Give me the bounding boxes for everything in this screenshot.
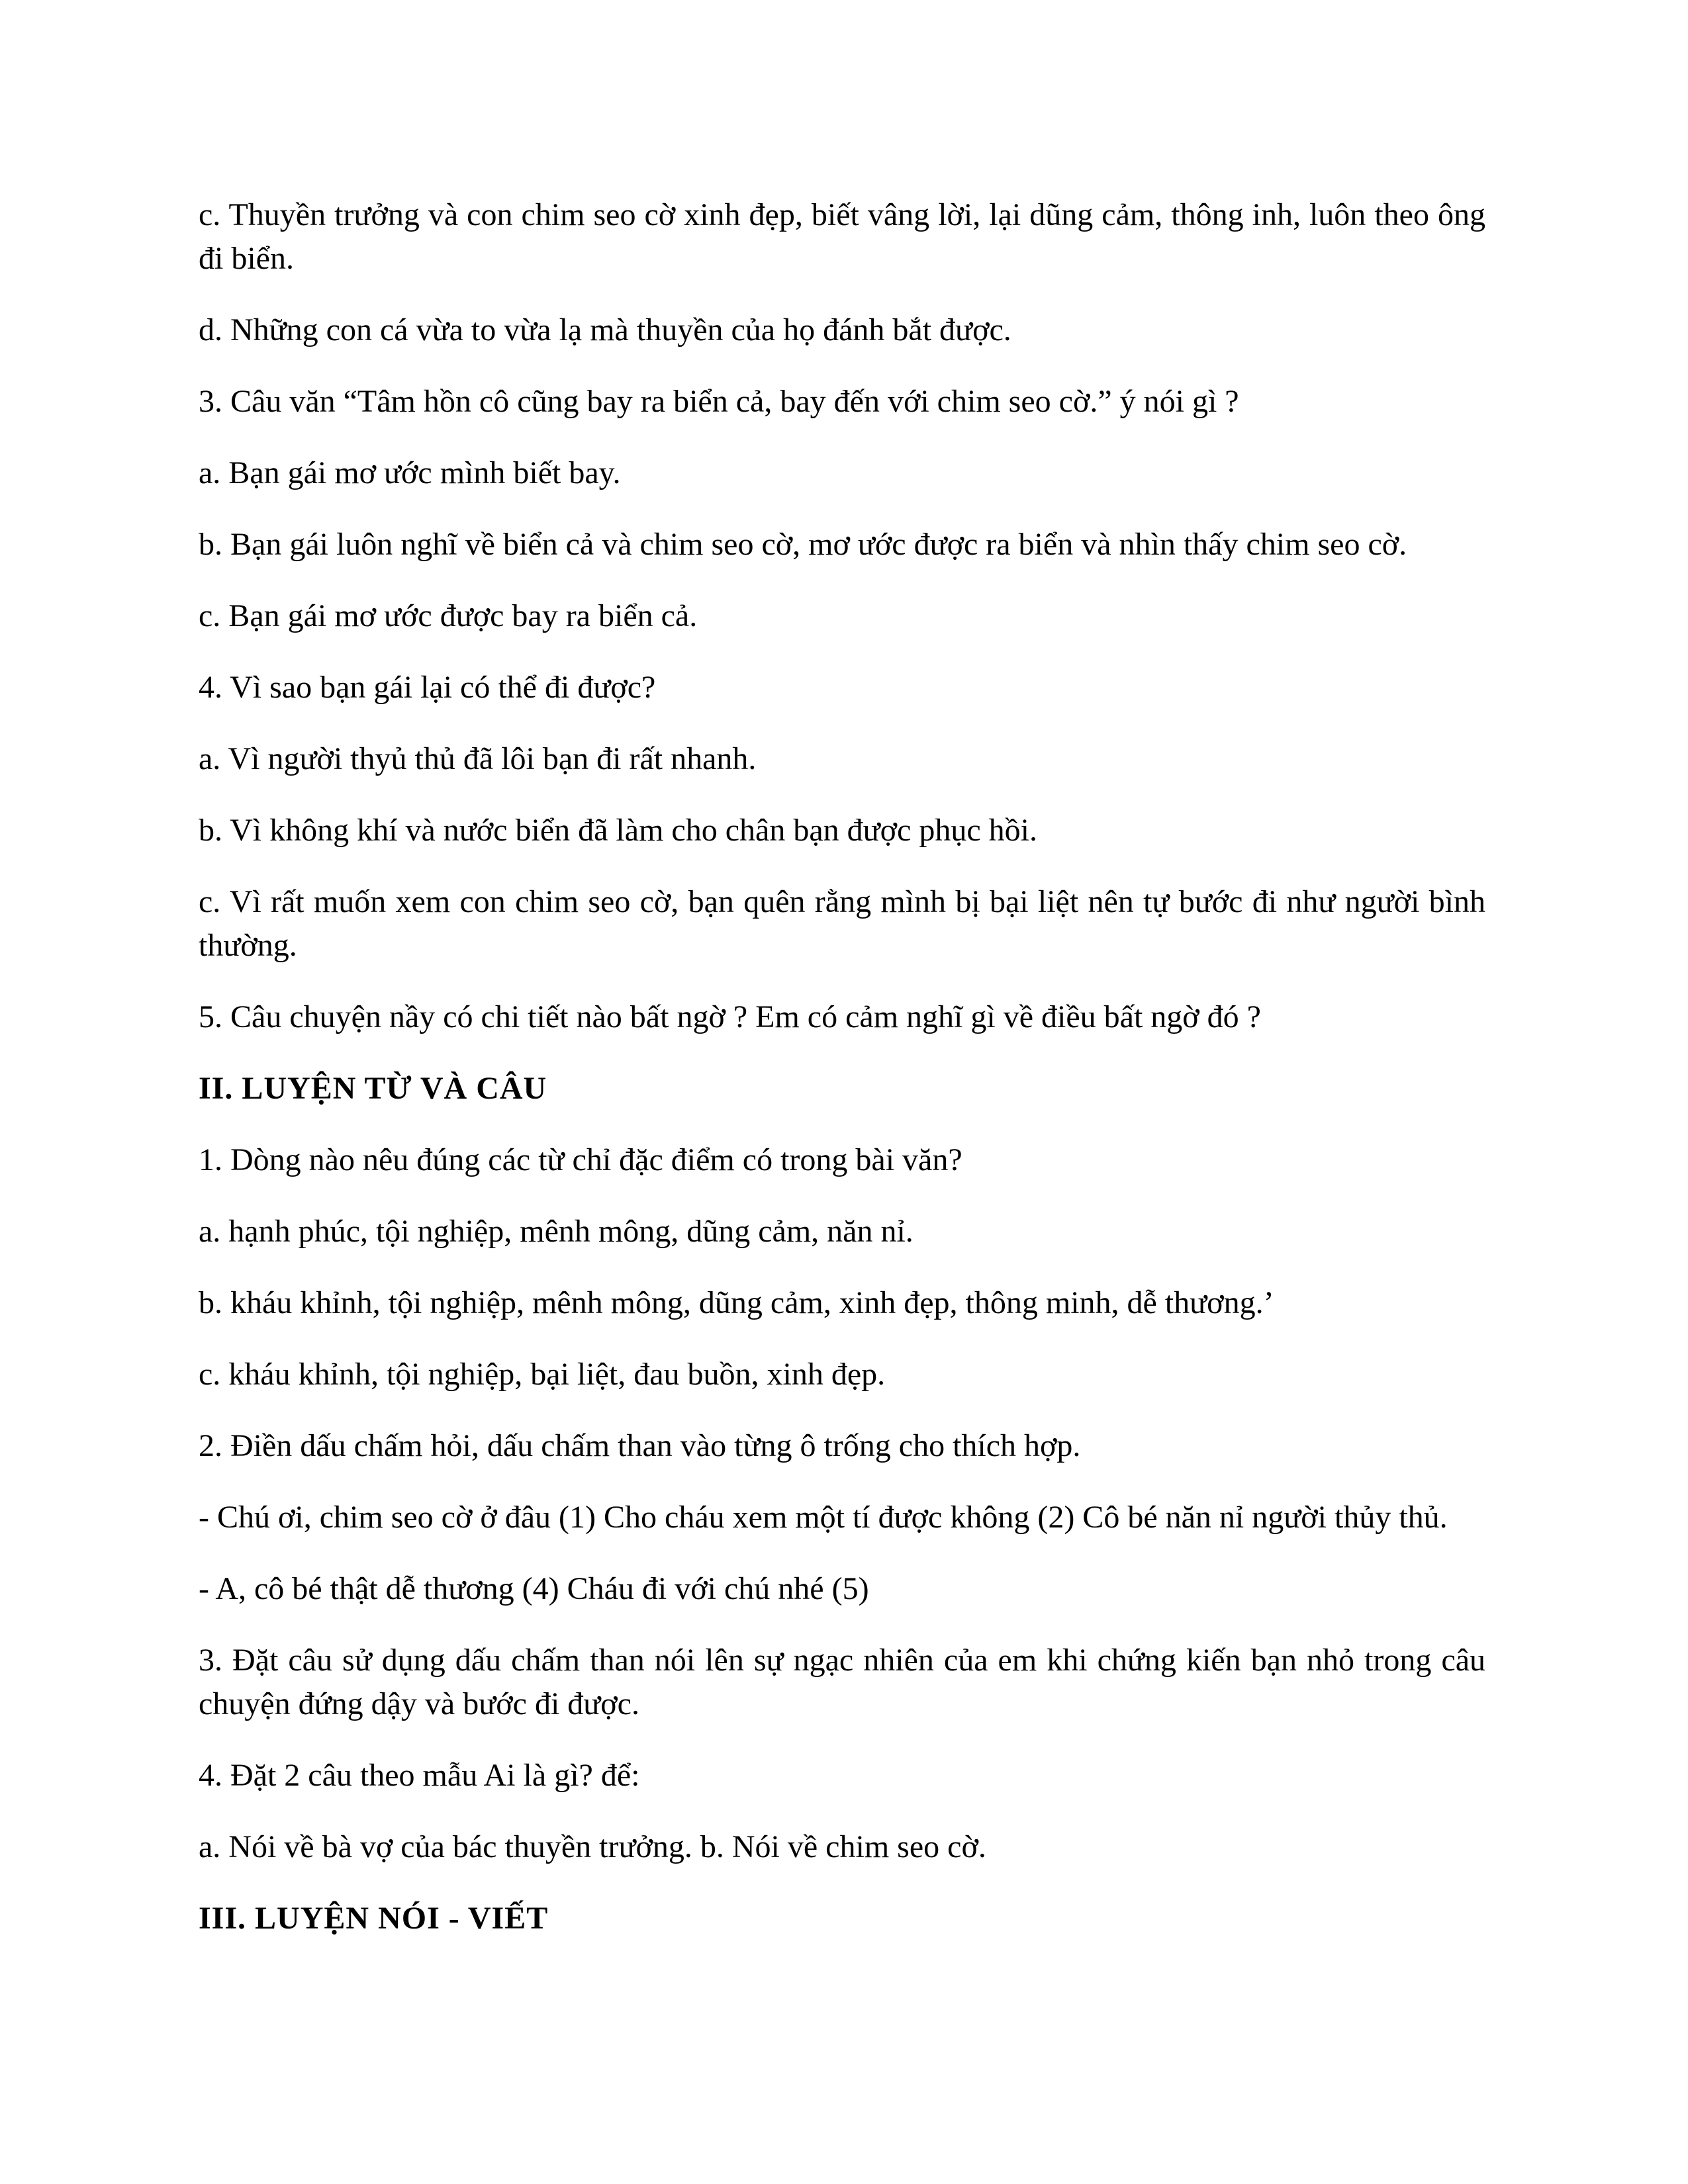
section-heading-luyen-noi-viet: III. LUYỆN NÓI - VIẾT [199, 1901, 549, 1936]
exercise-4: 4. Đặt 2 câu theo mẫu Ai là gì? để: [199, 1758, 640, 1793]
section-heading-luyen-tu-va-cau: II. LUYỆN TỪ VÀ CÂU [199, 1071, 547, 1106]
exercise-3: 3. Đặt câu sử dụng dấu chấm than nói lên sự ngạc nhiên của em khi chứng kiến bạn nhỏ trong câu chuyện đứng dậy và bước đi được. [199, 1643, 1485, 1721]
answer-option-b: b. Vì không khí và nước biển đã làm cho chân bạn được phục hồi. [199, 813, 1037, 848]
answer-option-c: c. Bạn gái mơ ước được bay ra biển cả. [199, 598, 698, 633]
answer-option-d: d. Những con cá vừa to vừa lạ mà thuyền của họ đánh bắt được. [199, 312, 1011, 347]
question-3: 3. Câu văn “Tâm hồn cô cũng bay ra biển cả, bay đến với chim seo cờ.” ý nói gì ? [199, 384, 1239, 419]
document-body [199, 193, 1485, 1968]
question-5: 5. Câu chuyện nầy có chi tiết nào bất ngờ ? Em có cảm nghĩ gì về điều bất ngờ đó ? [199, 999, 1261, 1034]
question-4: 4. Vì sao bạn gái lại có thể đi được? [199, 670, 656, 705]
answer-option-a: a. Bạn gái mơ ước mình biết bay. [199, 455, 621, 490]
exercise-4-items: a. Nói về bà vợ của bác thuyền trưởng. b. Nói về chim seo cờ. [199, 1829, 986, 1864]
answer-option-c: c. Thuyền trưởng và con chim seo cờ xinh đẹp, biết vâng lời, lại dũng cảm, thông inh, luôn theo ông đi biển. [199, 197, 1485, 276]
dialogue-line-1: - Chú ơi, chim seo cờ ở đâu (1) Cho cháu xem một tí được không (2) Cô bé năn nỉ người thủy thủ. [199, 1500, 1448, 1535]
answer-option-a: a. hạnh phúc, tội nghiệp, mênh mông, dũng cảm, năn nỉ. [199, 1214, 914, 1249]
answer-option-c: c. Vì rất muốn xem con chim seo cờ, bạn quên rằng mình bị bại liệt nên tự bước đi như người bình thường. [199, 884, 1485, 963]
answer-option-b: b. Bạn gái luôn nghĩ về biển cả và chim seo cờ, mơ ước được ra biển và nhìn thấy chim seo cờ. [199, 527, 1407, 562]
answer-option-c: c. kháu khỉnh, tội nghiệp, bại liệt, đau buồn, xinh đẹp. [199, 1357, 886, 1392]
exercise-2: 2. Điền dấu chấm hỏi, dấu chấm than vào từng ô trống cho thích hợp. [199, 1428, 1081, 1463]
dialogue-line-2: - A, cô bé thật dễ thương (4) Cháu đi với chú nhé (5) [199, 1571, 869, 1606]
answer-option-b: b. kháu khỉnh, tội nghiệp, mênh mông, dũng cảm, xinh đẹp, thông minh, dễ thương.’ [199, 1285, 1274, 1320]
answer-option-a: a. Vì người thyủ thủ đã lôi bạn đi rất nhanh. [199, 741, 757, 776]
exercise-1: 1. Dòng nào nêu đúng các từ chỉ đặc điểm có trong bài văn? [199, 1142, 962, 1177]
